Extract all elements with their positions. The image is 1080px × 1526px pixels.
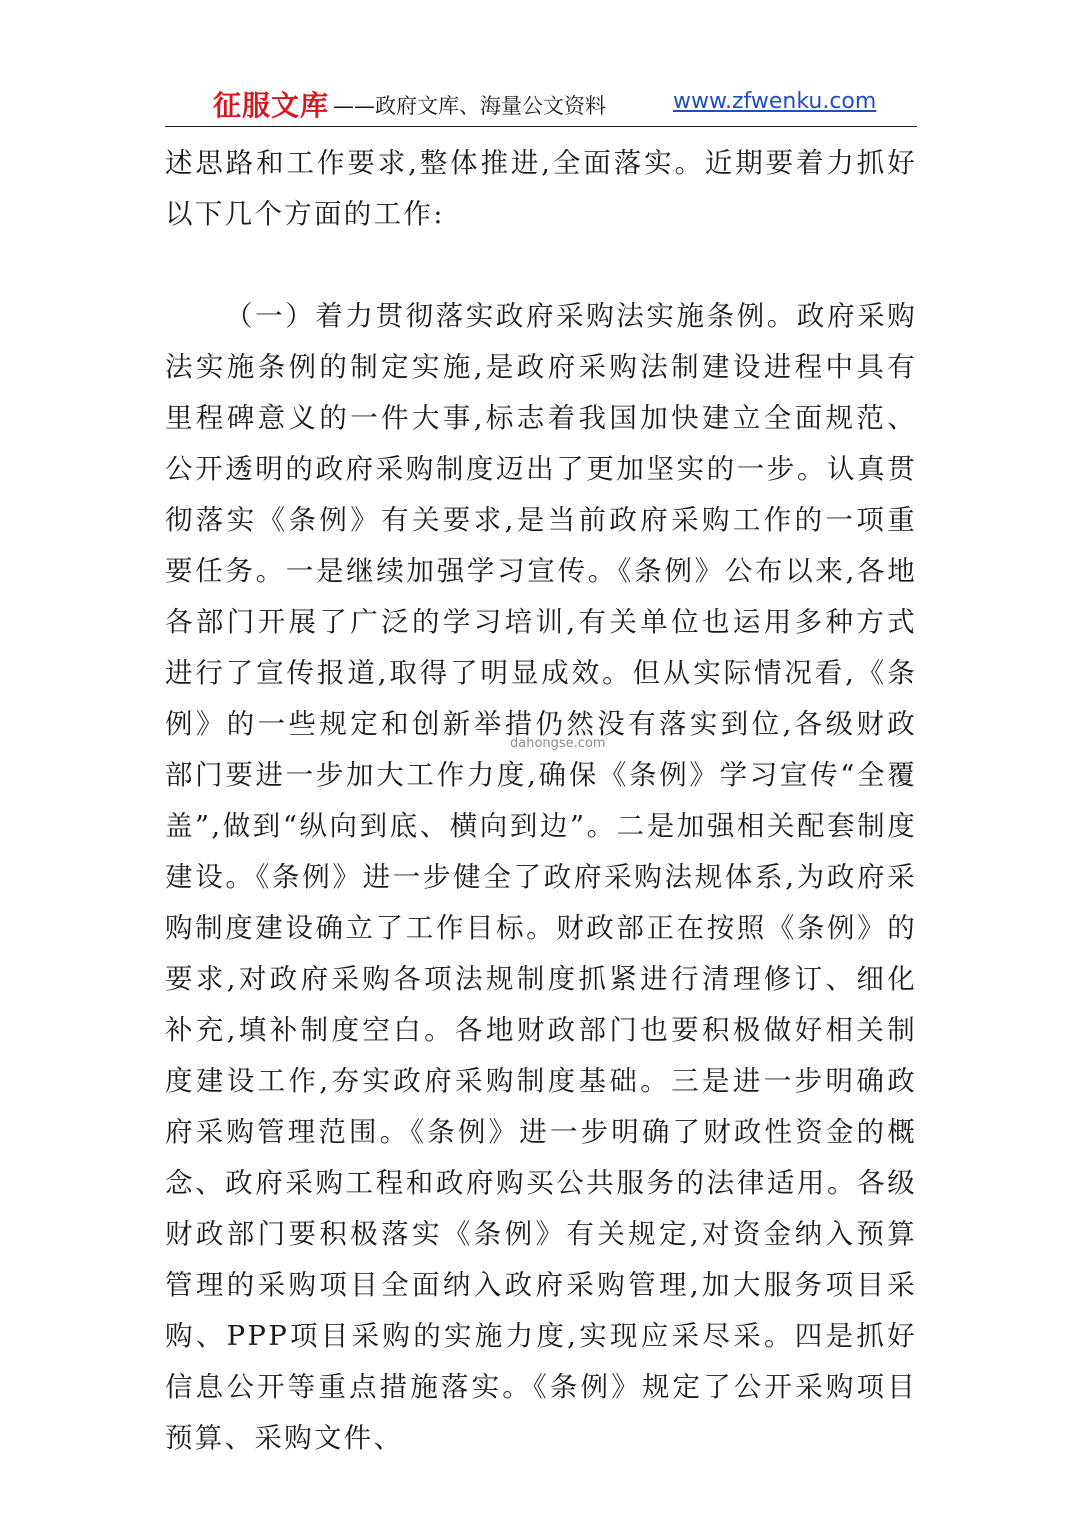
brand-logo-text: 征服文库: [213, 89, 330, 122]
site-url-link[interactable]: www.zfwenku.com: [673, 89, 877, 114]
watermark-text: dahongse.com: [510, 736, 606, 751]
paragraph-intro: 述思路和工作要求,整体推进,全面落实。近期要着力抓好以下几个方面的工作:: [165, 147, 917, 230]
page-header: [165, 82, 917, 126]
header-tagline: ——政府文库、海量公文资料: [333, 94, 606, 118]
document-body: [165, 138, 917, 1464]
header-divider: [165, 126, 917, 127]
paragraph-section-one: （一）着力贯彻落实政府采购法实施条例。政府采购法实施条例的制定实施,是政府采购法制建设进程中具有里程碑意义的一件大事,标志着我国加快建立全面规范、公开透明的政府采购制度迈出了更加坚实的一步。认真贯彻落实《条例》有关要求,是当前政府采购工作的一项重要任务。一是继续加强学习宣传。《条例》公布以来,各地各部门开展了广泛的学习培训,有关单位也运用多种方式进行了宣传报道,取得了明显成效。但从实际情况看,《条例》的一些规定和创新举措仍然没有落实到位,各级财政部门要进一步加大工作力度,确保《条例》学习宣传“全覆盖”,做到“纵向到底、横向到边”。二是加强相关配套制度建设。《条例》进一步健全了政府采购法规体系,为政府采购制度建设确立了工作目标。财政部正在按照《条例》的要求,对政府采购各项法规制度抓紧进行清理修订、细化补充,填补制度空白。各地财政部门也要积极做好相关制度建设工作,夯实政府采购制度基础。三是进一步明确政府采购管理范围。《条例》进一步明确了财政性资金的概念、政府采购工程和政府购买公共服务的法律适用。各级财政部门要积极落实《条例》有关规定,对资金纳入预算管理的采购项目全面纳入政府采购管理,加大服务项目采购、PPP项目采购的实施力度,实现应采尽采。四是抓好信息公开等重点措施落实。《条例》规定了公开采购项目预算、采购文件、: [165, 300, 917, 1454]
